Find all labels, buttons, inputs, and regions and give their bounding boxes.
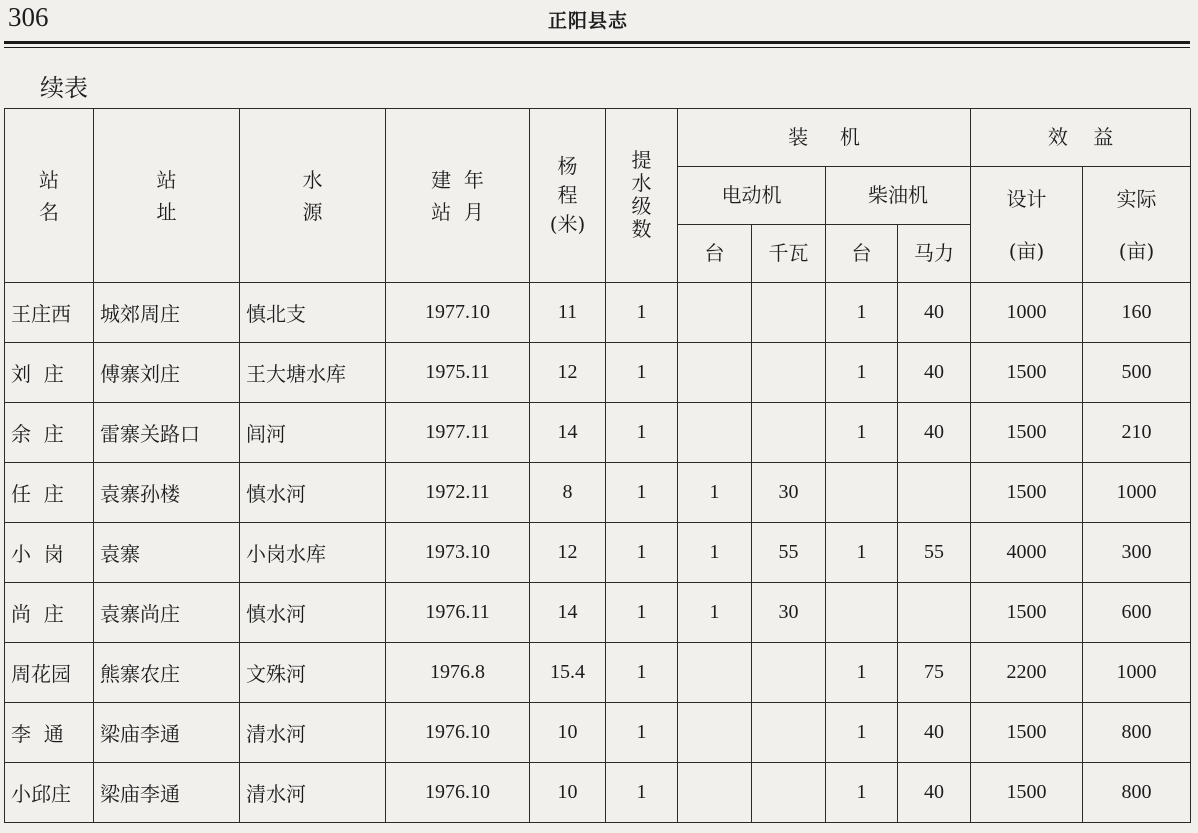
cell-site: 熊寨农庄 [94, 643, 240, 703]
cell-e-kw: 55 [752, 523, 826, 583]
cell-e-kw [752, 643, 826, 703]
cell-e-units [678, 763, 752, 823]
cell-site: 城郊周庄 [94, 283, 240, 343]
page-number: 306 [8, 2, 49, 32]
cell-design: 1500 [971, 763, 1083, 823]
header-diesel-units [826, 225, 898, 283]
cell-date: 1976.10 [386, 703, 530, 763]
cell-site: 梁庙李通 [94, 763, 240, 823]
header-water-source-text: 水 源 [302, 167, 323, 224]
cell-levels: 1 [606, 583, 678, 643]
cell-d-hp: 40 [898, 763, 971, 823]
cell-d-hp: 40 [898, 403, 971, 463]
header-electric-units-text: 台 [704, 241, 725, 265]
pumping-station-table [4, 108, 1191, 823]
header-diesel-units-text: 台 [851, 241, 872, 265]
cell-lift: 8 [530, 463, 606, 523]
cell-design: 1500 [971, 463, 1083, 523]
cell-levels: 1 [606, 523, 678, 583]
cell-d-hp: 75 [898, 643, 971, 703]
cell-d-units: 1 [826, 343, 898, 403]
cell-source: 王大塘水库 [240, 343, 386, 403]
cell-source: 小岗水库 [240, 523, 386, 583]
cell-actual: 800 [1083, 763, 1191, 823]
cell-source: 闾河 [240, 403, 386, 463]
header-station-site [94, 109, 240, 283]
cell-d-units [826, 463, 898, 523]
cell-design: 4000 [971, 523, 1083, 583]
header-horsepower-text: 马力 [914, 241, 955, 265]
cell-date: 1972.11 [386, 463, 530, 523]
header-build-date-text: 建 年 站 月 [431, 167, 484, 224]
cell-e-kw: 30 [752, 463, 826, 523]
cell-e-units: 1 [678, 583, 752, 643]
cell-date: 1976.10 [386, 763, 530, 823]
table-row [5, 403, 1191, 463]
cell-lift: 14 [530, 583, 606, 643]
header-actual-text: 实际 (亩) [1116, 186, 1157, 263]
cell-design: 1500 [971, 703, 1083, 763]
header-benefit [971, 109, 1191, 167]
cell-lift: 14 [530, 403, 606, 463]
header-kilowatt [752, 225, 826, 283]
book-title: 正阳县志 [548, 10, 629, 32]
cell-e-kw [752, 403, 826, 463]
table-row [5, 583, 1191, 643]
cell-actual: 600 [1083, 583, 1191, 643]
header-lift-text: 杨 程 (米) [549, 154, 586, 236]
cell-design: 2200 [971, 643, 1083, 703]
cell-source: 慎水河 [240, 583, 386, 643]
cell-d-units: 1 [826, 403, 898, 463]
cell-e-kw [752, 283, 826, 343]
cell-actual: 500 [1083, 343, 1191, 403]
cell-e-units [678, 283, 752, 343]
cell-d-units: 1 [826, 643, 898, 703]
header-actual [1083, 167, 1191, 283]
cell-date: 1977.10 [386, 283, 530, 343]
cell-actual: 210 [1083, 403, 1191, 463]
cell-lift: 10 [530, 703, 606, 763]
header-kilowatt-text: 千瓦 [768, 241, 809, 265]
cell-date: 1976.11 [386, 583, 530, 643]
cell-e-kw [752, 703, 826, 763]
cell-lift: 10 [530, 763, 606, 823]
table-row [5, 763, 1191, 823]
cell-levels: 1 [606, 283, 678, 343]
cell-e-units [678, 703, 752, 763]
cell-d-units: 1 [826, 523, 898, 583]
header-station-name-text: 站 名 [39, 167, 59, 224]
table-row [5, 343, 1191, 403]
header-water-source [240, 109, 386, 283]
cell-e-kw [752, 343, 826, 403]
cell-name: 周花园 [5, 643, 94, 703]
cell-levels: 1 [606, 403, 678, 463]
cell-name: 王庄西 [5, 283, 94, 343]
cell-date: 1976.8 [386, 643, 530, 703]
header-electric-motor [678, 167, 826, 225]
table-row [5, 643, 1191, 703]
cell-date: 1973.10 [386, 523, 530, 583]
cell-d-units [826, 583, 898, 643]
cell-name: 小 岗 [5, 523, 94, 583]
cell-design: 1500 [971, 343, 1083, 403]
cell-name: 刘 庄 [5, 343, 94, 403]
cell-design: 1500 [971, 583, 1083, 643]
cell-source: 慎北支 [240, 283, 386, 343]
cell-site: 雷寨关路口 [94, 403, 240, 463]
table-row [5, 523, 1191, 583]
header-rule-thick [4, 41, 1190, 44]
header-rule-thin [4, 47, 1190, 48]
header-station-name [5, 109, 94, 283]
cell-e-units [678, 343, 752, 403]
cell-source: 清水河 [240, 703, 386, 763]
cell-site: 袁寨 [94, 523, 240, 583]
header-electric-motor-text: 电动机 [721, 183, 782, 207]
cell-lift: 12 [530, 343, 606, 403]
cell-source: 清水河 [240, 763, 386, 823]
cell-site: 袁寨孙楼 [94, 463, 240, 523]
cell-site: 梁庙李通 [94, 703, 240, 763]
cell-d-hp: 40 [898, 703, 971, 763]
cell-d-hp: 40 [898, 283, 971, 343]
cell-lift: 12 [530, 523, 606, 583]
header-lift [530, 109, 606, 283]
cell-date: 1977.11 [386, 403, 530, 463]
cell-levels: 1 [606, 763, 678, 823]
cell-actual: 800 [1083, 703, 1191, 763]
cell-d-hp [898, 463, 971, 523]
table-row [5, 703, 1191, 763]
header-horsepower [898, 225, 971, 283]
cell-design: 1500 [971, 403, 1083, 463]
cell-levels: 1 [606, 343, 678, 403]
header-design-text: 设计 (亩) [1006, 186, 1047, 263]
cell-site: 傅寨刘庄 [94, 343, 240, 403]
header-benefit-text: 效 益 [1047, 125, 1114, 149]
header-station-site-text: 站 址 [156, 167, 177, 224]
cell-actual: 300 [1083, 523, 1191, 583]
header-lift-levels [606, 109, 678, 283]
cell-e-units: 1 [678, 523, 752, 583]
header-lift-levels-text: 提 水 级 数 [631, 147, 652, 241]
cell-d-hp: 55 [898, 523, 971, 583]
table-row [5, 463, 1191, 523]
cell-e-units [678, 403, 752, 463]
header-electric-units [678, 225, 752, 283]
cell-e-units [678, 643, 752, 703]
header-build-date [386, 109, 530, 283]
cell-levels: 1 [606, 643, 678, 703]
cell-d-units: 1 [826, 283, 898, 343]
cell-e-units: 1 [678, 463, 752, 523]
cell-source: 文殊河 [240, 643, 386, 703]
cell-e-kw: 30 [752, 583, 826, 643]
continued-label: 续表 [40, 74, 88, 102]
table-row [5, 283, 1191, 343]
header-design [971, 167, 1083, 283]
header-equipment-text: 装 机 [788, 125, 860, 149]
cell-e-kw [752, 763, 826, 823]
cell-name: 小邱庄 [5, 763, 94, 823]
cell-source: 慎水河 [240, 463, 386, 523]
header-diesel-engine [826, 167, 971, 225]
header-diesel-engine-text: 柴油机 [868, 183, 929, 207]
cell-actual: 1000 [1083, 463, 1191, 523]
cell-d-hp: 40 [898, 343, 971, 403]
cell-name: 余 庄 [5, 403, 94, 463]
cell-design: 1000 [971, 283, 1083, 343]
cell-levels: 1 [606, 703, 678, 763]
header-equipment [678, 109, 971, 167]
cell-d-units: 1 [826, 763, 898, 823]
cell-levels: 1 [606, 463, 678, 523]
cell-name: 尚 庄 [5, 583, 94, 643]
cell-actual: 1000 [1083, 643, 1191, 703]
cell-lift: 11 [530, 283, 606, 343]
cell-lift: 15.4 [530, 643, 606, 703]
cell-site: 袁寨尚庄 [94, 583, 240, 643]
cell-d-units: 1 [826, 703, 898, 763]
cell-name: 李 通 [5, 703, 94, 763]
cell-date: 1975.11 [386, 343, 530, 403]
cell-name: 任 庄 [5, 463, 94, 523]
cell-actual: 160 [1083, 283, 1191, 343]
cell-d-hp [898, 583, 971, 643]
